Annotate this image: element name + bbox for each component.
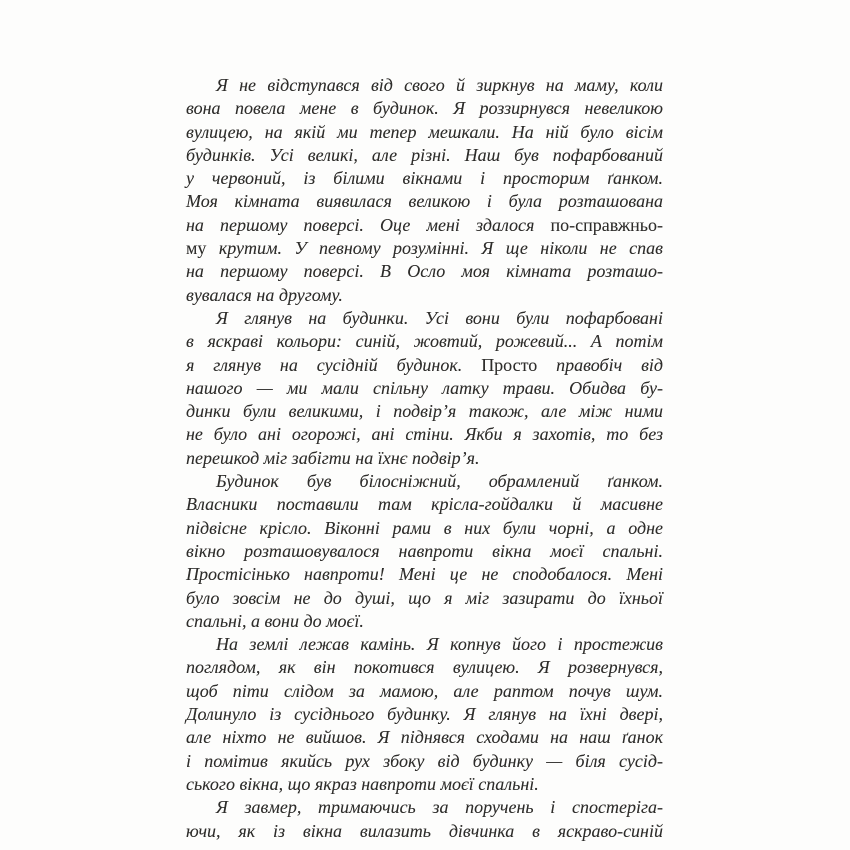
text-line <box>186 493 663 516</box>
body-italic-text: вулицею, на якій ми тепер мешкали. На ній було вісім <box>186 121 663 142</box>
body-italic-text: ючи, як із вікна вилазить дівчинка в яскраво-синій <box>186 820 663 841</box>
text-line <box>186 423 663 446</box>
text-line <box>186 610 663 633</box>
text-line <box>186 307 663 330</box>
body-italic-text: на першому поверсі. В Осло моя кімната розташо- <box>186 261 663 282</box>
body-italic-text: крутим. У певному розумінні. Я ще ніколи не спав <box>206 238 663 259</box>
text-line <box>186 517 663 540</box>
text-line <box>186 284 663 307</box>
text-line <box>186 563 663 586</box>
text-line <box>186 470 663 493</box>
body-italic-text: Я глянув на будинки. Усі вони були пофарбовані <box>216 307 663 328</box>
text-line <box>186 820 663 843</box>
body-italic-text: у червоний, із білими вікнами і просторим ґанком. <box>186 168 663 189</box>
text-line <box>186 400 663 423</box>
body-italic-text: Власники поставили там крісла-гойдалки й масивне <box>186 494 663 515</box>
text-line <box>186 540 663 563</box>
text-line <box>186 750 663 773</box>
paragraph <box>186 74 663 307</box>
text-line <box>186 703 663 726</box>
body-italic-text: поглядом, як він покотився вулицею. Я розвернувся, <box>186 657 663 678</box>
text-line <box>186 587 663 610</box>
text-line <box>186 330 663 353</box>
body-italic-text: вона повела мене в будинок. Я роззирнувся невеликою <box>186 98 663 119</box>
text-line <box>186 214 663 237</box>
body-italic-text: в яскраві кольори: синій, жовтий, рожевий... А потім <box>186 331 663 352</box>
body-italic-text: Я не відступався від свого й зиркнув на маму, коли <box>216 75 663 95</box>
text-line <box>186 796 663 819</box>
text-line <box>186 190 663 213</box>
body-italic-text: нашого — ми мали спільну латку трави. Обидва бу- <box>186 377 663 398</box>
body-italic-text: Будинок був білосніжний, обрамлений ґанком. <box>216 471 663 492</box>
body-italic-text: Долинуло із сусіднього будинку. Я глянув на їхні двері, <box>186 704 663 725</box>
body-italic-text: я глянув на сусідній будинок. <box>186 354 482 375</box>
body-italic-text: підвісне крісло. Віконні рами в них були чорні, а одне <box>186 517 663 538</box>
body-italic-text: вікно розташовувалося навпроти вікна моєї спальні. <box>186 540 663 561</box>
text-line <box>186 726 663 749</box>
body-italic-text: будинків. Усі великі, але різні. Наш був пофарбований <box>186 144 663 165</box>
body-italic-text: не було ані огорожі, ані стіни. Якби я захотів, то без <box>186 424 663 445</box>
paragraph <box>186 796 663 843</box>
body-italic-text: спальні, а вони до моєї. <box>186 610 364 631</box>
body-italic-text: на першому поверсі. Оце мені здалося <box>186 214 551 235</box>
paragraph <box>186 633 663 796</box>
body-italic-text: Я завмер, тримаючись за поручень і спостеріга- <box>216 797 663 818</box>
text-line <box>186 167 663 190</box>
body-italic-text: було зовсім не до душі, що я міг зазирати до їхньої <box>186 587 663 608</box>
text-line <box>186 97 663 120</box>
text-line <box>186 121 663 144</box>
text-line <box>186 74 663 97</box>
body-italic-text: На землі лежав камінь. Я копнув його і простежив <box>216 634 663 655</box>
paragraph <box>186 307 663 470</box>
body-italic-text: динки були великими, і подвір’я також, але між ними <box>186 401 663 422</box>
body-italic-text: вувалася на другому. <box>186 284 343 305</box>
body-italic-text: і помітив якийсь рух збоку від будинку — біля сусід- <box>186 750 663 771</box>
emphasis-roman-text: по-справжньо- <box>550 214 663 235</box>
text-line <box>186 680 663 703</box>
body-italic-text: ського вікна, що якраз навпроти моєї спальні. <box>186 773 539 794</box>
text-line <box>186 354 663 377</box>
body-italic-text: щоб піти слідом за мамою, але раптом почув шум. <box>186 680 663 701</box>
body-italic-text: Простісінько навпроти! Мені це не сподобалося. Мені <box>186 564 663 585</box>
text-line <box>186 260 663 283</box>
text-line <box>186 633 663 656</box>
emphasis-roman-text: му <box>186 238 207 259</box>
body-italic-text: Моя кімната виявилася великою і була розташована <box>186 191 663 212</box>
body-italic-text: але ніхто не вийшов. Я піднявся сходами на наш ґанок <box>186 727 663 748</box>
text-line <box>186 656 663 679</box>
body-italic-text: правобіч від <box>537 354 663 375</box>
text-line <box>186 237 663 260</box>
page-text <box>186 74 663 843</box>
emphasis-roman-text: Просто <box>481 354 538 375</box>
text-line <box>186 773 663 796</box>
text-line <box>186 447 663 470</box>
text-line <box>186 377 663 400</box>
paragraph <box>186 470 663 633</box>
body-italic-text: перешкод міг забігти на їхнє подвір’я. <box>186 447 480 468</box>
text-line <box>186 144 663 167</box>
